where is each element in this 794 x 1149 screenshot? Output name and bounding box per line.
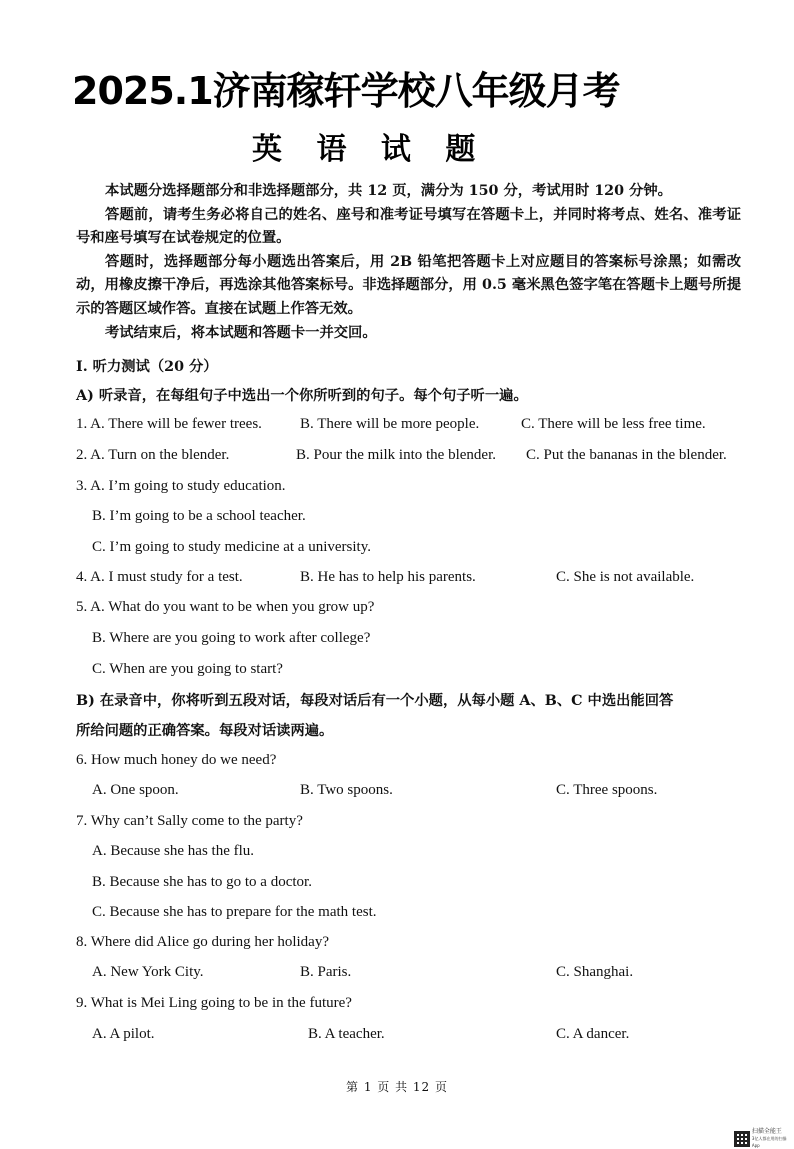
q8-option-b: B. Paris. — [300, 964, 352, 980]
instruction-3: 答题时，选择题部分每小题选出答案后，用 2B 铅笔把答题卡上对应题目的答案标号涂黑；如需改动，用橡皮擦干净后，再选涂其他答案标号。非选择题部分，用 0.5 毫米黑色签字笔在答题卡上题号所提示的答题区域作答。直接在试题上作答无效。 — [76, 253, 741, 317]
q2-option-c: C. Put the bananas in the blender. — [526, 447, 727, 463]
q1-option-a: 1. A. There will be fewer trees. — [76, 416, 262, 432]
q6-stem: 6. How much honey do we need? — [76, 752, 277, 768]
watermark-line-2: 3亿人都在用的扫描App — [751, 1136, 787, 1148]
qr-code-icon — [734, 1131, 750, 1147]
q7-option-a: A. Because she has the flu. — [92, 843, 255, 859]
q8-option-c: C. Shanghai. — [556, 964, 634, 980]
instructions — [76, 180, 741, 345]
section-heading: I. 听力测试（20 分） — [76, 359, 218, 375]
q5-option-a: 5. A. What do you want to be when you grow up? — [76, 599, 375, 615]
q3-option-b: B. I’m going to be a school teacher. — [92, 508, 306, 524]
page-footer: 第 1 页 共 12 页 — [346, 1080, 448, 1094]
q4-option-a: 4. A. I must study for a test. — [76, 569, 243, 585]
q7-stem: 7. Why can’t Sally come to the party? — [76, 813, 303, 829]
q7-option-c: C. Because she has to prepare for the math test. — [92, 904, 377, 920]
q3-option-c: C. I’m going to study medicine at a university. — [92, 539, 371, 555]
q9-stem: 9. What is Mei Ling going to be in the future? — [76, 995, 352, 1011]
exam-subtitle: 英 语 试 题 — [252, 132, 488, 167]
q4-option-c: C. She is not available. — [556, 569, 695, 585]
q2-option-a: 2. A. Turn on the blender. — [76, 447, 230, 463]
part-b-instruction-1: B) 在录音中，你将听到五段对话，每段对话后有一个小题，从每小题 A、B、C 中选出能回答 — [76, 693, 674, 709]
part-a-instruction: A) 听录音，在每组句子中选出一个你所听到的句子。每个句子听一遍。 — [76, 388, 528, 404]
q2-option-b: B. Pour the milk into the blender. — [296, 447, 496, 463]
q6-option-c: C. Three spoons. — [556, 782, 658, 798]
q5-option-c: C. When are you going to start? — [92, 661, 283, 677]
scanner-watermark — [734, 1128, 794, 1149]
q9-option-a: A. A pilot. — [92, 1026, 155, 1042]
q8-option-a: A. New York City. — [92, 964, 204, 980]
q9-option-c: C. A dancer. — [556, 1026, 630, 1042]
q8-stem: 8. Where did Alice go during her holiday? — [76, 934, 329, 950]
q1-option-b: B. There will be more people. — [300, 416, 480, 432]
q3-option-a: 3. A. I’m going to study education. — [76, 478, 286, 494]
q1-option-c: C. There will be less free time. — [521, 416, 706, 432]
q9-option-b: B. A teacher. — [308, 1026, 385, 1042]
instruction-2: 答题前，请考生务必将自己的姓名、座号和准考证号填写在答题卡上，并同时将考点、姓名、准考证号和座号填写在试卷规定的位置。 — [76, 206, 741, 247]
exam-title: 2025.1济南稼轩学校八年级月考 — [72, 69, 620, 113]
q4-option-b: B. He has to help his parents. — [300, 569, 476, 585]
instruction-4: 考试结束后，将本试题和答题卡一并交回。 — [105, 324, 377, 341]
part-b-instruction-2: 所给问题的正确答案。每段对话读两遍。 — [76, 723, 334, 739]
instruction-1: 本试题分选择题部分和非选择题部分，共 12 页，满分为 150 分，考试用时 120 分钟。 — [105, 183, 672, 199]
q6-option-b: B. Two spoons. — [300, 782, 393, 798]
q7-option-b: B. Because she has to go to a doctor. — [92, 874, 312, 890]
q5-option-b: B. Where are you going to work after college? — [92, 630, 371, 646]
q6-option-a: A. One spoon. — [92, 782, 179, 798]
watermark-line-1: 扫描全能王 — [751, 1128, 782, 1135]
